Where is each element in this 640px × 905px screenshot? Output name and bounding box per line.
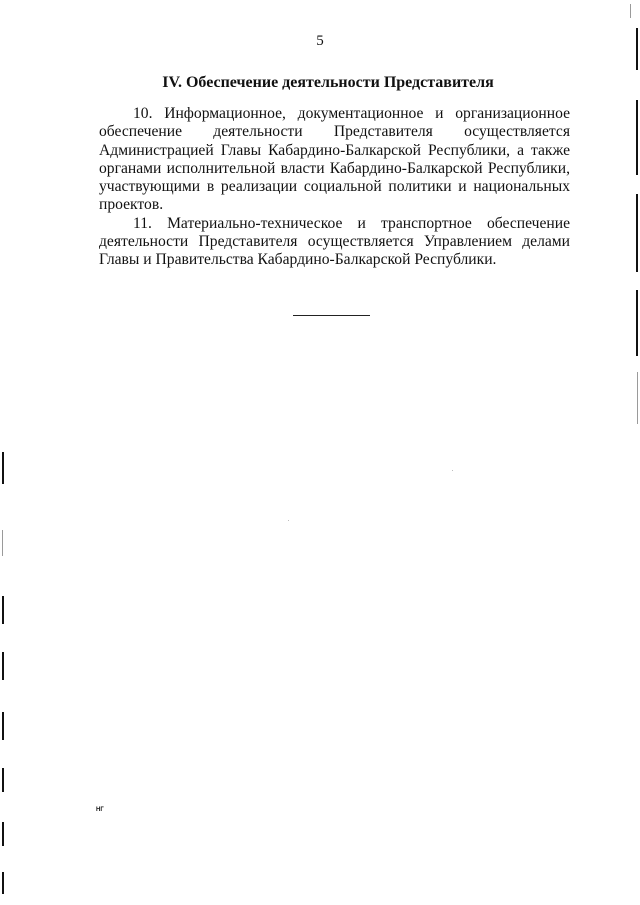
scan-edge-left-8	[2, 872, 4, 894]
scan-edge-left-5	[2, 712, 4, 740]
scan-edge-right-1	[636, 28, 638, 70]
scan-edge-left-7	[2, 822, 4, 846]
page-number: 5	[316, 33, 324, 49]
scan-edge-left-3	[2, 596, 4, 624]
end-separator-line	[293, 315, 370, 316]
scan-edge-right-2	[636, 100, 638, 175]
footer-mark: НГ	[96, 807, 104, 813]
scan-edge-left-4	[2, 652, 4, 680]
scan-speck	[288, 520, 289, 521]
scan-edge-left-6	[2, 768, 4, 792]
section-title: IV. Обеспечение деятельности Представителя	[162, 74, 494, 91]
paragraph-11: 11. Материально-техническое и транспортное обеспечение деятельности Представителя осуществляется Управлением делами Главы и Правительства Кабардино-Балкарской Республики.	[99, 214, 570, 269]
document-body	[99, 105, 570, 270]
scan-edge-right-3	[636, 194, 638, 272]
scan-edge-right-5	[637, 372, 638, 424]
scan-edge-top-right	[630, 4, 631, 18]
scan-edge-right-4	[636, 290, 638, 356]
scan-speck	[452, 470, 453, 471]
scan-edge-left-1	[2, 452, 4, 484]
scan-edge-left-2	[2, 530, 3, 556]
paragraph-10: 10. Информационное, документационное и организационное обеспечение деятельности Представителя осуществляется Администрацией Главы Кабардино-Балкарской Республики, а также органами исполнительной власти Кабардино-Балкарской Республики, участвующими в реализации социальной политики и национальных проектов.	[99, 105, 570, 214]
